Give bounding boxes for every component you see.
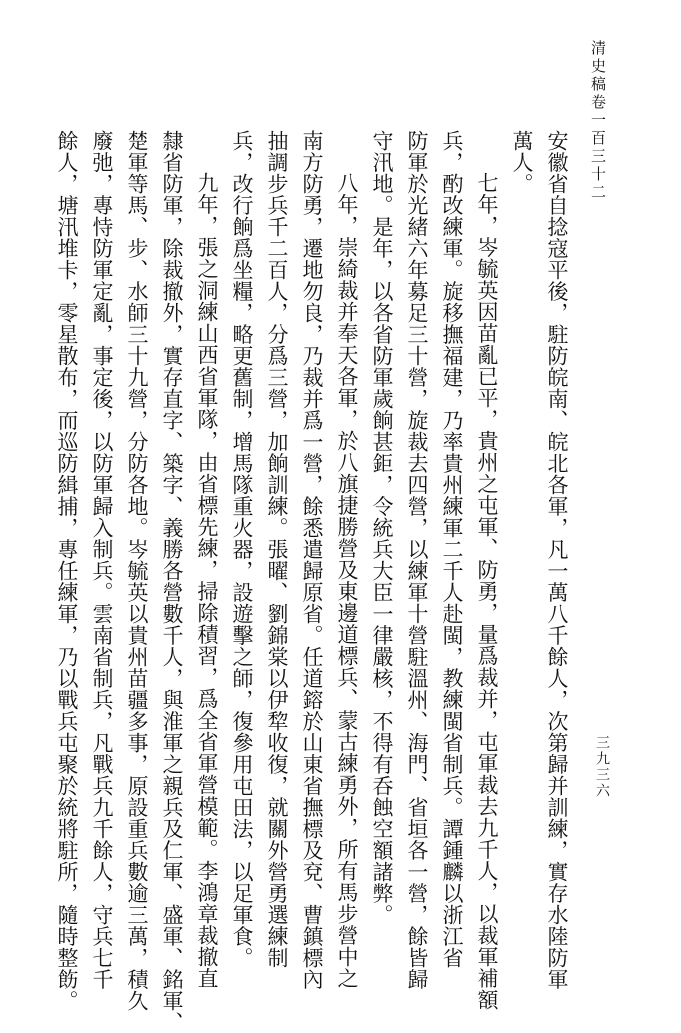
page-number: 三九三六 <box>594 735 610 799</box>
text-column: 餘人，塘汛堆卡，零星散布，而巡防緝捕，專任練軍，乃以戰兵屯聚於統將駐所，隨時整飭。 <box>55 130 79 1012</box>
text-column: 兵，酌改練軍。旋移撫福建，乃率貴州練軍二千人赴閩，教練閩省制兵。譚鍾麟以浙江省 <box>440 130 464 969</box>
text-column: 守汛地。是年，以各省防軍歲餉甚鉅，令統兵大臣一律嚴核，不得有呑蝕空額諸弊。 <box>370 130 394 926</box>
text-column: 南方防勇，遷地勿良，乃裁并爲一營，餘悉遣歸原省。任道鎔於山東省撫標及兗、曹鎮標內 <box>300 130 324 990</box>
text-column: 八年，崇綺裁并奉天各軍，於八旗捷勝營及東邊道標兵、蒙古練勇外，所有馬步營中之 <box>335 172 359 989</box>
text-column: 九年，張之洞練山西省軍隊，由省標先練，掃除積習，爲全省軍營模範。李鴻章裁撤直 <box>195 172 219 989</box>
text-column: 防軍於光緒六年募足三十營，旋裁去四營，以練軍十營駐溫州、海門、省垣各一營，餘皆歸 <box>405 130 429 990</box>
text-column: 隸省防軍，除裁撤外，實存直字、築字、義勝各營數千人，與淮軍之親兵及仁軍、盛軍、銘軍、 <box>160 130 184 1033</box>
text-column: 兵，改行餉爲坐糧，略更舊制，增馬隊重火器，設遊擊之師，復參用屯田法，以足軍食。 <box>230 130 254 969</box>
text-column: 安徽省自捻寇平後，駐防皖南、皖北各軍，凡一萬八千餘人，次第歸并訓練，實存水陸防軍 <box>545 130 569 990</box>
text-column: 廢弛，專恃防軍定亂，事定後，以防軍歸入制兵。雲南省制兵，凡戰兵九千餘人，守兵七千 <box>90 130 114 990</box>
text-column: 萬人。 <box>510 130 534 195</box>
text-column: 七年，岑毓英因苗亂已平，貴州之屯軍、防勇，量爲裁并，屯軍裁去九千人，以裁軍補額 <box>475 172 499 1011</box>
text-column: 抽調步兵千二百人，分爲三營，加餉訓練。張曜、劉錦棠以伊犂收復，就關外營勇選練制 <box>265 130 289 969</box>
running-header: 清史稿卷一百三十二 <box>589 40 607 202</box>
text-column: 楚軍等馬、步、水師三十九營，分防各地。岑毓英以貴州苗疆多事，原設重兵數逾三萬，積久 <box>125 130 149 1012</box>
body-text <box>55 130 574 1033</box>
